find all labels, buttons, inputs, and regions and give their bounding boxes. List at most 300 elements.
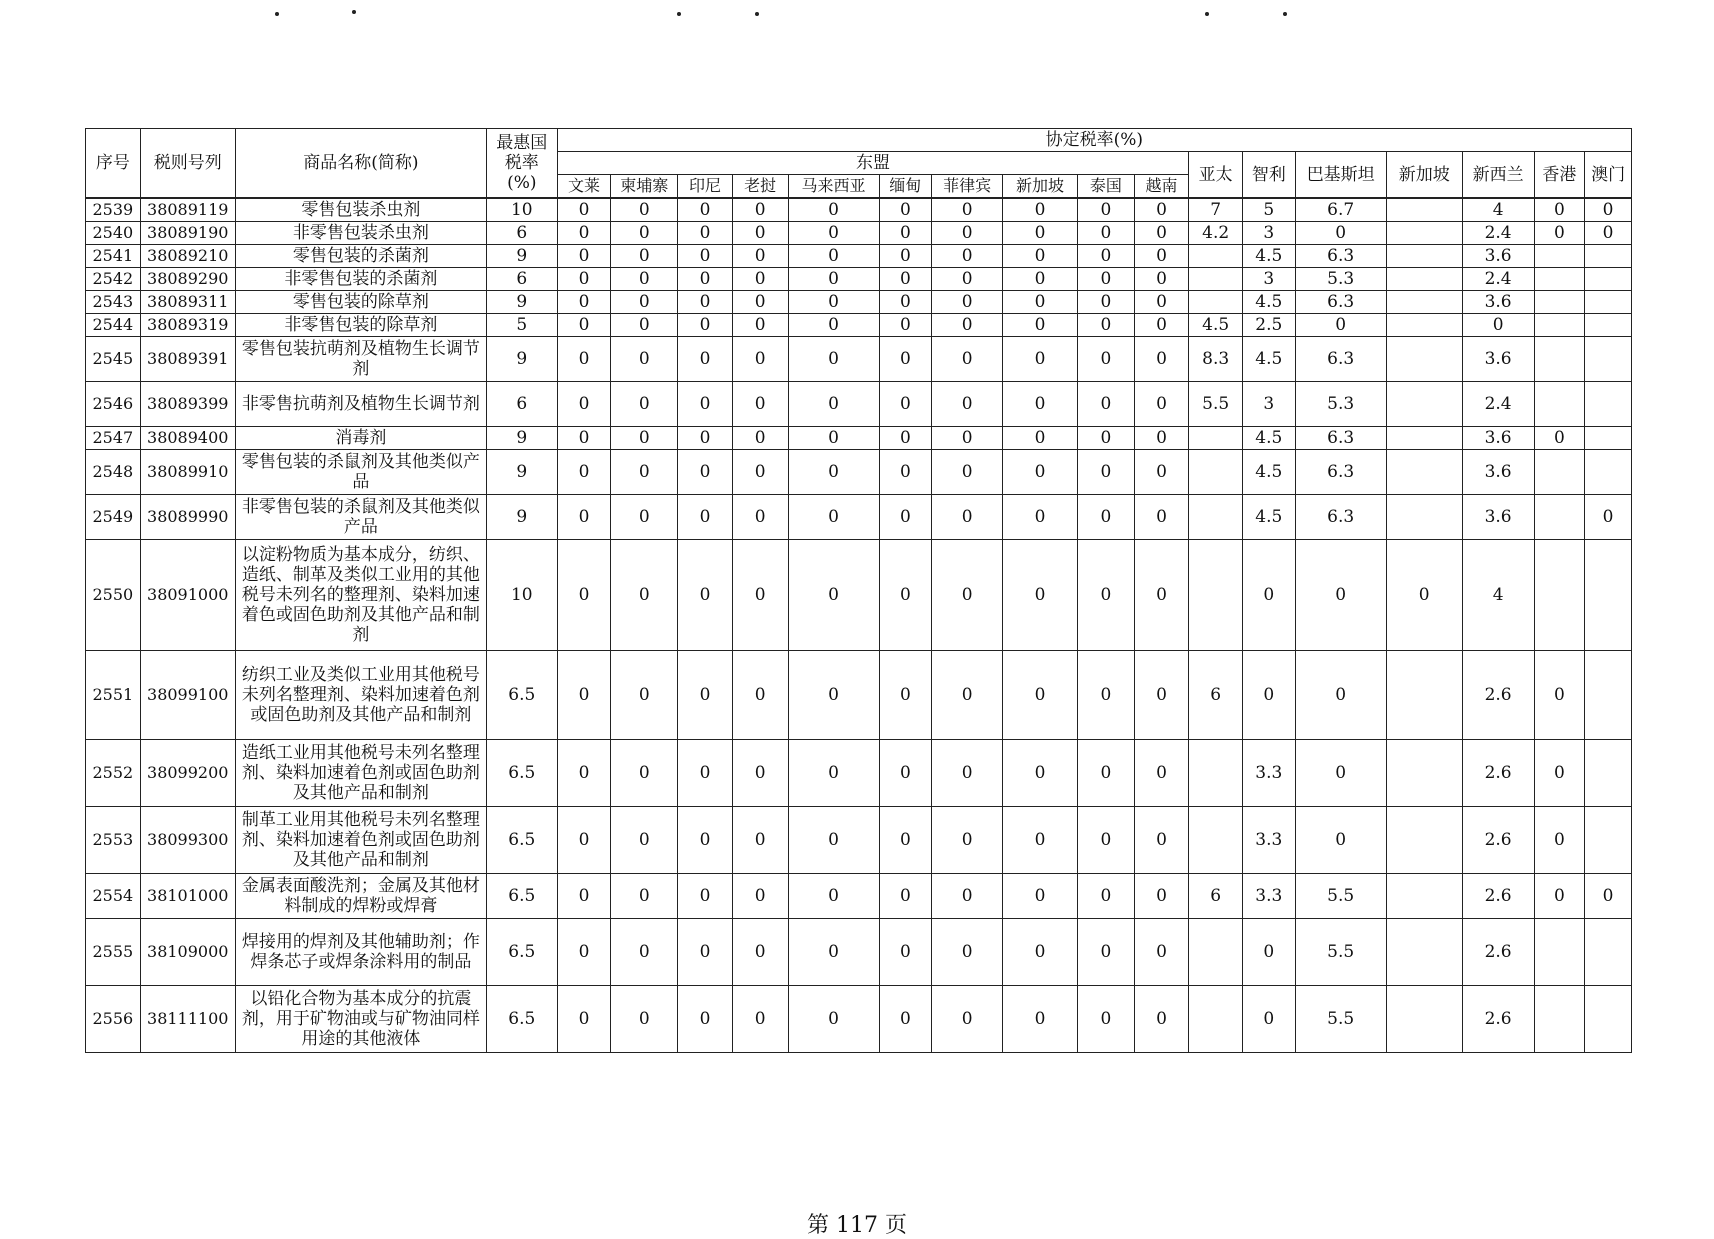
row-asean-rate: 0	[678, 427, 733, 450]
row-other-rate: 0	[1243, 651, 1296, 740]
row-asean-rate: 0	[678, 495, 733, 540]
row-other-rate	[1534, 382, 1585, 427]
row-asean-rate: 0	[557, 245, 611, 268]
header-asean-member: 文莱	[557, 175, 611, 199]
row-other-rate: 0	[1295, 314, 1386, 337]
row-asean-rate: 0	[732, 874, 788, 919]
row-asean-rate: 0	[788, 337, 879, 382]
row-asean-rate: 0	[879, 740, 932, 807]
row-other-rate: 4.5	[1243, 245, 1296, 268]
row-asean-rate: 0	[557, 740, 611, 807]
row-code: 38089391	[140, 337, 235, 382]
row-asean-rate: 0	[678, 268, 733, 291]
row-code: 38089319	[140, 314, 235, 337]
row-name: 消毒剂	[235, 427, 486, 450]
row-asean-rate: 0	[732, 222, 788, 245]
row-asean-rate: 0	[788, 222, 879, 245]
row-other-rate	[1585, 291, 1632, 314]
row-other-rate: 0	[1243, 540, 1296, 651]
row-asean-rate: 0	[879, 314, 932, 337]
header-other: 澳门	[1585, 152, 1632, 199]
row-other-rate: 2.4	[1462, 222, 1534, 245]
row-asean-rate: 0	[557, 382, 611, 427]
row-asean-rate: 0	[611, 740, 678, 807]
row-other-rate	[1585, 986, 1632, 1053]
row-seq: 2555	[86, 919, 141, 986]
row-other-rate	[1386, 314, 1462, 337]
row-asean-rate: 0	[732, 651, 788, 740]
row-other-rate: 6.3	[1295, 245, 1386, 268]
row-name: 零售包装的除草剂	[235, 291, 486, 314]
row-asean-rate: 0	[1003, 337, 1078, 382]
row-asean-rate: 0	[932, 540, 1003, 651]
row-asean-rate: 0	[1003, 807, 1078, 874]
table-header	[86, 129, 1632, 199]
row-other-rate: 5.5	[1295, 986, 1386, 1053]
table-row	[86, 291, 1632, 314]
row-asean-rate: 0	[1078, 986, 1135, 1053]
header-asean-member: 菲律宾	[932, 175, 1003, 199]
row-name: 非零售包装杀虫剂	[235, 222, 486, 245]
row-asean-rate: 0	[611, 222, 678, 245]
row-other-rate	[1585, 807, 1632, 874]
row-other-rate	[1534, 495, 1585, 540]
row-mfn: 6.5	[486, 874, 557, 919]
page-label-prefix: 第	[806, 1213, 829, 1238]
row-other-rate	[1534, 245, 1585, 268]
row-seq: 2552	[86, 740, 141, 807]
row-other-rate: 0	[1534, 651, 1585, 740]
row-seq: 2549	[86, 495, 141, 540]
row-code: 38101000	[140, 874, 235, 919]
header-other: 香港	[1534, 152, 1585, 199]
row-mfn: 9	[486, 427, 557, 450]
row-mfn: 9	[486, 337, 557, 382]
row-asean-rate: 0	[678, 740, 733, 807]
table-row	[86, 427, 1632, 450]
row-asean-rate: 0	[557, 986, 611, 1053]
table-row	[86, 314, 1632, 337]
row-other-rate	[1534, 919, 1585, 986]
row-asean-rate: 0	[1003, 651, 1078, 740]
row-asean-rate: 0	[788, 382, 879, 427]
header-other: 新西兰	[1462, 152, 1534, 199]
row-other-rate	[1189, 268, 1243, 291]
row-asean-rate: 0	[788, 919, 879, 986]
row-asean-rate: 0	[732, 245, 788, 268]
row-other-rate: 0	[1295, 740, 1386, 807]
row-asean-rate: 0	[1078, 291, 1135, 314]
row-asean-rate: 0	[732, 450, 788, 495]
row-other-rate	[1189, 919, 1243, 986]
table-row	[86, 382, 1632, 427]
row-other-rate: 4	[1462, 540, 1534, 651]
row-other-rate: 0	[1295, 807, 1386, 874]
row-other-rate	[1189, 807, 1243, 874]
row-other-rate	[1534, 450, 1585, 495]
row-other-rate: 3.6	[1462, 450, 1534, 495]
row-asean-rate: 0	[678, 245, 733, 268]
row-asean-rate: 0	[788, 740, 879, 807]
row-code: 38099200	[140, 740, 235, 807]
row-asean-rate: 0	[678, 198, 733, 222]
row-other-rate	[1386, 986, 1462, 1053]
row-other-rate	[1585, 450, 1632, 495]
row-other-rate: 2.6	[1462, 919, 1534, 986]
row-asean-rate: 0	[1003, 291, 1078, 314]
row-asean-rate: 0	[678, 314, 733, 337]
row-asean-rate: 0	[879, 291, 932, 314]
row-asean-rate: 0	[932, 245, 1003, 268]
row-asean-rate: 0	[788, 651, 879, 740]
row-other-rate	[1189, 450, 1243, 495]
header-asean: 东盟	[557, 152, 1189, 175]
row-seq: 2544	[86, 314, 141, 337]
row-other-rate: 4.5	[1189, 314, 1243, 337]
row-asean-rate: 0	[1134, 427, 1189, 450]
row-other-rate: 0	[1534, 807, 1585, 874]
row-other-rate: 3.6	[1462, 291, 1534, 314]
row-mfn: 10	[486, 198, 557, 222]
row-code: 38099300	[140, 807, 235, 874]
row-asean-rate: 0	[788, 540, 879, 651]
row-code: 38089119	[140, 198, 235, 222]
row-name: 以淀粉物质为基本成分，纺织、造纸、制革及类似工业用的其他税号未列名的整理剂、染料加速着色或固色助剂及其他产品和制剂	[235, 540, 486, 651]
row-other-rate	[1585, 314, 1632, 337]
header-asean-member: 泰国	[1078, 175, 1135, 199]
row-asean-rate: 0	[1003, 450, 1078, 495]
row-asean-rate: 0	[557, 337, 611, 382]
row-seq: 2551	[86, 651, 141, 740]
tariff-table	[85, 128, 1632, 1053]
row-asean-rate: 0	[732, 919, 788, 986]
row-seq: 2543	[86, 291, 141, 314]
row-asean-rate: 0	[611, 495, 678, 540]
row-other-rate	[1585, 651, 1632, 740]
row-asean-rate: 0	[732, 427, 788, 450]
row-other-rate: 0	[1295, 651, 1386, 740]
row-seq: 2539	[86, 198, 141, 222]
row-other-rate: 2.4	[1462, 268, 1534, 291]
page-label-suffix: 页	[885, 1213, 908, 1238]
row-name: 以铅化合物为基本成分的抗震剂，用于矿物油或与矿物油同样用途的其他液体	[235, 986, 486, 1053]
row-other-rate: 0	[1295, 540, 1386, 651]
header-name: 商品名称(简称)	[235, 129, 486, 199]
row-other-rate	[1386, 198, 1462, 222]
row-other-rate	[1189, 986, 1243, 1053]
row-other-rate: 3.3	[1243, 807, 1296, 874]
row-asean-rate: 0	[611, 540, 678, 651]
row-other-rate: 3.6	[1462, 337, 1534, 382]
row-asean-rate: 0	[678, 337, 733, 382]
row-other-rate: 3.6	[1462, 427, 1534, 450]
row-other-rate: 6.3	[1295, 427, 1386, 450]
header-asean-member: 马来西亚	[788, 175, 879, 199]
row-asean-rate: 0	[1078, 740, 1135, 807]
scan-speck	[755, 12, 759, 16]
row-other-rate	[1386, 807, 1462, 874]
row-seq: 2545	[86, 337, 141, 382]
row-asean-rate: 0	[1134, 198, 1189, 222]
row-asean-rate: 0	[1078, 540, 1135, 651]
row-name: 造纸工业用其他税号未列名整理剂、染料加速着色剂或固色助剂及其他产品和制剂	[235, 740, 486, 807]
row-asean-rate: 0	[1134, 268, 1189, 291]
header-mfn-line2: 税率	[504, 153, 539, 173]
row-asean-rate: 0	[932, 740, 1003, 807]
row-asean-rate: 0	[732, 314, 788, 337]
row-asean-rate: 0	[879, 222, 932, 245]
row-other-rate: 4.5	[1243, 291, 1296, 314]
row-other-rate: 4.2	[1189, 222, 1243, 245]
row-asean-rate: 0	[557, 495, 611, 540]
row-other-rate	[1386, 427, 1462, 450]
row-other-rate: 0	[1534, 198, 1585, 222]
row-name: 非零售包装的杀菌剂	[235, 268, 486, 291]
row-asean-rate: 0	[1134, 222, 1189, 245]
row-other-rate: 6	[1189, 651, 1243, 740]
row-asean-rate: 0	[611, 268, 678, 291]
row-code: 38089290	[140, 268, 235, 291]
row-asean-rate: 0	[678, 540, 733, 651]
row-other-rate: 3.6	[1462, 245, 1534, 268]
row-asean-rate: 0	[611, 427, 678, 450]
row-other-rate	[1585, 540, 1632, 651]
row-mfn: 5	[486, 314, 557, 337]
row-other-rate: 5.5	[1295, 919, 1386, 986]
header-seq: 序号	[86, 129, 141, 199]
page-number: 117	[836, 1213, 878, 1238]
row-seq: 2540	[86, 222, 141, 245]
header-asean-member: 老挝	[732, 175, 788, 199]
row-asean-rate: 0	[932, 198, 1003, 222]
table-row	[86, 740, 1632, 807]
row-other-rate	[1386, 337, 1462, 382]
row-other-rate	[1386, 495, 1462, 540]
row-code: 38089311	[140, 291, 235, 314]
row-asean-rate: 0	[879, 651, 932, 740]
row-asean-rate: 0	[1003, 740, 1078, 807]
row-other-rate	[1386, 919, 1462, 986]
row-asean-rate: 0	[611, 450, 678, 495]
row-other-rate: 6.3	[1295, 450, 1386, 495]
row-asean-rate: 0	[879, 245, 932, 268]
row-mfn: 9	[486, 291, 557, 314]
table-row	[86, 222, 1632, 245]
row-asean-rate: 0	[678, 450, 733, 495]
row-code: 38089399	[140, 382, 235, 427]
row-asean-rate: 0	[611, 807, 678, 874]
row-asean-rate: 0	[1003, 495, 1078, 540]
row-asean-rate: 0	[611, 245, 678, 268]
header-other: 新加坡	[1386, 152, 1462, 199]
row-asean-rate: 0	[1003, 268, 1078, 291]
row-asean-rate: 0	[557, 540, 611, 651]
row-name: 金属表面酸洗剂；金属及其他材料制成的焊粉或焊膏	[235, 874, 486, 919]
row-asean-rate: 0	[1078, 382, 1135, 427]
row-other-rate	[1585, 740, 1632, 807]
table-row	[86, 874, 1632, 919]
row-asean-rate: 0	[732, 268, 788, 291]
table-row	[86, 807, 1632, 874]
row-other-rate: 2.6	[1462, 651, 1534, 740]
table-row	[86, 245, 1632, 268]
row-asean-rate: 0	[879, 382, 932, 427]
row-other-rate: 3.3	[1243, 740, 1296, 807]
row-asean-rate: 0	[788, 268, 879, 291]
row-asean-rate: 0	[1134, 874, 1189, 919]
row-other-rate: 2.5	[1243, 314, 1296, 337]
row-asean-rate: 0	[932, 291, 1003, 314]
row-asean-rate: 0	[879, 919, 932, 986]
header-asean-member: 柬埔寨	[611, 175, 678, 199]
row-asean-rate: 0	[1078, 807, 1135, 874]
row-mfn: 9	[486, 495, 557, 540]
row-asean-rate: 0	[732, 807, 788, 874]
row-other-rate	[1386, 291, 1462, 314]
row-other-rate: 5	[1243, 198, 1296, 222]
row-asean-rate: 0	[1134, 450, 1189, 495]
row-asean-rate: 0	[1003, 986, 1078, 1053]
row-other-rate: 8.3	[1189, 337, 1243, 382]
row-asean-rate: 0	[1078, 450, 1135, 495]
row-seq: 2553	[86, 807, 141, 874]
row-other-rate: 3	[1243, 382, 1296, 427]
row-asean-rate: 0	[678, 651, 733, 740]
row-mfn: 10	[486, 540, 557, 651]
header-other: 智利	[1243, 152, 1296, 199]
row-asean-rate: 0	[1134, 245, 1189, 268]
row-other-rate	[1534, 291, 1585, 314]
row-asean-rate: 0	[678, 919, 733, 986]
row-asean-rate: 0	[932, 337, 1003, 382]
row-seq: 2550	[86, 540, 141, 651]
row-asean-rate: 0	[1003, 314, 1078, 337]
row-other-rate: 2.6	[1462, 807, 1534, 874]
row-asean-rate: 0	[611, 651, 678, 740]
row-other-rate: 4.5	[1243, 337, 1296, 382]
table-row	[86, 919, 1632, 986]
row-code: 38089210	[140, 245, 235, 268]
row-other-rate	[1189, 740, 1243, 807]
row-asean-rate: 0	[557, 874, 611, 919]
row-other-rate: 2.6	[1462, 986, 1534, 1053]
row-asean-rate: 0	[1134, 807, 1189, 874]
row-asean-rate: 0	[1003, 919, 1078, 986]
row-asean-rate: 0	[932, 874, 1003, 919]
row-mfn: 6.5	[486, 919, 557, 986]
row-asean-rate: 0	[788, 807, 879, 874]
row-asean-rate: 0	[557, 198, 611, 222]
row-other-rate	[1189, 245, 1243, 268]
row-other-rate: 6	[1189, 874, 1243, 919]
row-other-rate	[1386, 382, 1462, 427]
row-asean-rate: 0	[557, 450, 611, 495]
row-other-rate	[1386, 740, 1462, 807]
tariff-sheet	[85, 128, 1632, 1053]
row-asean-rate: 0	[932, 919, 1003, 986]
row-other-rate	[1585, 919, 1632, 986]
row-name: 纺织工业及类似工业用其他税号未列名整理剂、染料加速着色剂或固色助剂及其他产品和制剂	[235, 651, 486, 740]
row-asean-rate: 0	[932, 651, 1003, 740]
row-other-rate: 2.4	[1462, 382, 1534, 427]
row-asean-rate: 0	[611, 198, 678, 222]
row-asean-rate: 0	[678, 291, 733, 314]
row-mfn: 9	[486, 450, 557, 495]
row-asean-rate: 0	[879, 874, 932, 919]
row-other-rate	[1534, 986, 1585, 1053]
scan-speck	[352, 10, 356, 14]
row-asean-rate: 0	[678, 382, 733, 427]
row-asean-rate: 0	[879, 495, 932, 540]
row-name: 制革工业用其他税号未列名整理剂、染料加速着色剂或固色助剂及其他产品和制剂	[235, 807, 486, 874]
row-name: 非零售包装的除草剂	[235, 314, 486, 337]
row-mfn: 6	[486, 222, 557, 245]
row-other-rate: 0	[1585, 198, 1632, 222]
row-asean-rate: 0	[1078, 427, 1135, 450]
row-asean-rate: 0	[732, 198, 788, 222]
row-other-rate	[1534, 268, 1585, 291]
row-asean-rate: 0	[1134, 651, 1189, 740]
row-mfn: 6	[486, 382, 557, 427]
row-asean-rate: 0	[879, 540, 932, 651]
header-other: 亚太	[1189, 152, 1243, 199]
row-other-rate: 5.5	[1189, 382, 1243, 427]
row-other-rate: 0	[1295, 222, 1386, 245]
row-code: 38109000	[140, 919, 235, 986]
header-mfn	[486, 129, 557, 199]
row-asean-rate: 0	[788, 874, 879, 919]
row-asean-rate: 0	[1003, 222, 1078, 245]
row-name: 零售包装的杀菌剂	[235, 245, 486, 268]
row-seq: 2541	[86, 245, 141, 268]
header-asean-member: 新加坡	[1003, 175, 1078, 199]
row-asean-rate: 0	[1134, 337, 1189, 382]
row-asean-rate: 0	[1003, 874, 1078, 919]
row-code: 38089990	[140, 495, 235, 540]
row-other-rate: 0	[1585, 495, 1632, 540]
row-other-rate	[1189, 427, 1243, 450]
row-other-rate: 5.3	[1295, 268, 1386, 291]
row-asean-rate: 0	[879, 268, 932, 291]
row-asean-rate: 0	[557, 427, 611, 450]
row-other-rate: 0	[1534, 222, 1585, 245]
row-other-rate: 0	[1462, 314, 1534, 337]
row-asean-rate: 0	[1003, 427, 1078, 450]
row-asean-rate: 0	[557, 919, 611, 986]
row-code: 38089910	[140, 450, 235, 495]
row-asean-rate: 0	[1078, 337, 1135, 382]
row-asean-rate: 0	[557, 314, 611, 337]
row-other-rate: 0	[1243, 919, 1296, 986]
row-other-rate: 3	[1243, 222, 1296, 245]
table-row	[86, 495, 1632, 540]
row-asean-rate: 0	[932, 807, 1003, 874]
row-name: 非零售包装的杀鼠剂及其他类似产品	[235, 495, 486, 540]
row-asean-rate: 0	[879, 450, 932, 495]
row-other-rate	[1534, 314, 1585, 337]
row-asean-rate: 0	[1134, 495, 1189, 540]
row-other-rate: 4	[1462, 198, 1534, 222]
row-other-rate	[1534, 540, 1585, 651]
row-other-rate	[1386, 222, 1462, 245]
row-other-rate	[1585, 427, 1632, 450]
row-asean-rate: 0	[732, 291, 788, 314]
row-asean-rate: 0	[732, 740, 788, 807]
row-asean-rate: 0	[611, 291, 678, 314]
row-other-rate: 0	[1386, 540, 1462, 651]
row-asean-rate: 0	[788, 495, 879, 540]
row-asean-rate: 0	[678, 986, 733, 1053]
